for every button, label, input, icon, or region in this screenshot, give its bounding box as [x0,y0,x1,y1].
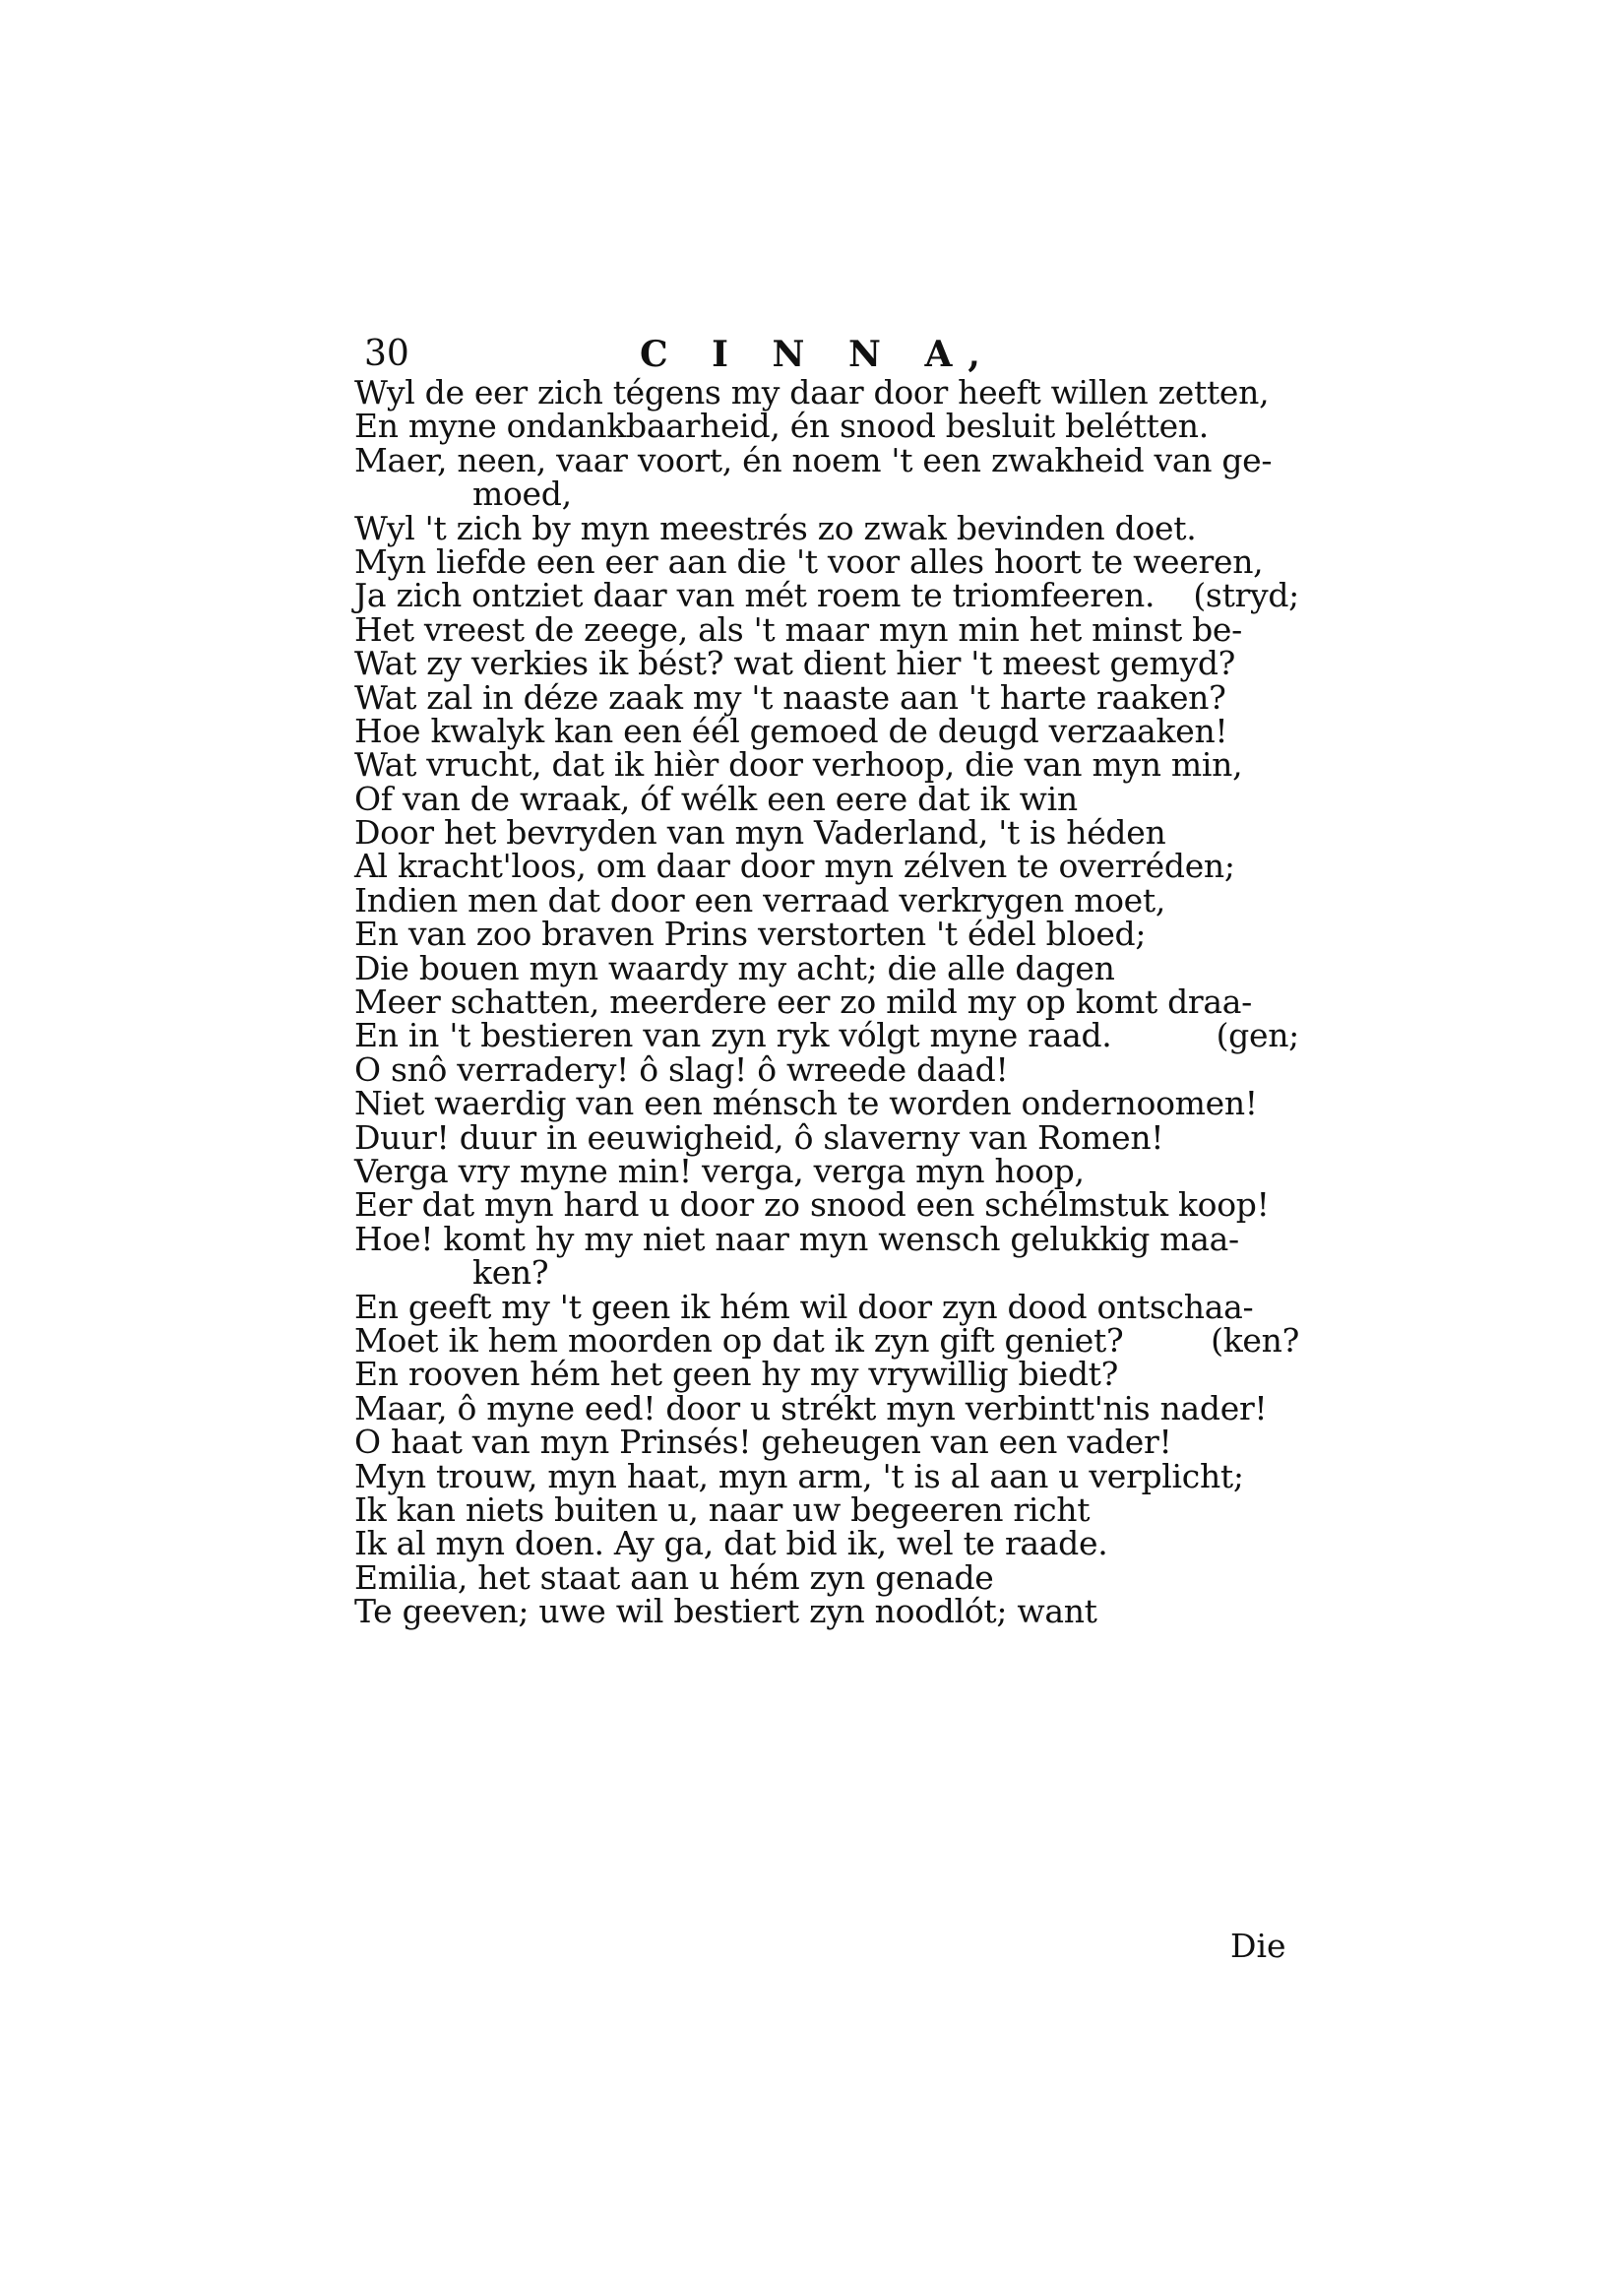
verse-line-text: Ja zich ontziet daar van mét roem te triomfeeren. [354,576,1156,615]
verse-line-text: Eer dat myn hard u door zo snood een schélmstuk koop! [354,1185,1270,1225]
verse-line [354,541,1299,581]
verse-line [354,1049,1299,1089]
verse-line-text: Het vreest de zeege, als 't maar myn min het minst be- [354,609,1243,649]
verse-line [354,745,1299,785]
verse-line [354,1388,1299,1427]
verse-line [354,1253,1299,1293]
verse-line [354,982,1299,1022]
verse-line [354,915,1299,954]
verse-line [354,677,1299,717]
turnover-text: (gen; [1216,1016,1299,1055]
verse-line-text: O snô verradery! ô slag! ô wreede daad! [354,1049,1009,1089]
verse-line-text: Wat vrucht, dat ik hièr door verhoop, die van myn min, [354,745,1243,785]
turnover-text: (stryd; [1193,576,1299,615]
verse-line [354,847,1299,886]
verse-line [354,644,1299,683]
verse-line [354,609,1299,649]
turnover-text: (ken? [1211,1320,1299,1360]
verse-line-text: En myne ondankbaarheid, én snood besluit belétten. [354,407,1209,446]
verse-line [354,1084,1299,1123]
verse-line [354,1151,1299,1190]
verse-line-text: Niet waerdig van een ménsch te worden ondernoomen! [354,1084,1258,1123]
verse-line-text: Duur! duur in eeuwigheid, ô slaverny van Romen! [354,1117,1164,1157]
verse-line-text: Emilia, het staat aan u hém zyn genade [354,1557,994,1597]
verse-line-text: Moet ik hem moorden op dat ik zyn gift geniet? [354,1320,1124,1360]
verse-line-text: En geeft my 't geen ik hém wil door zyn dood ontschaa- [354,1287,1254,1326]
verse-line [354,475,1299,514]
verse-line-text: Ik al myn doen. Ay ga, dat bid ik, wel te raade. [354,1524,1108,1563]
verse-line-text: Wyl de eer zich tégens my daar door heeft willen zetten, [354,373,1270,412]
verse-line-text: Maer, neen, vaar voort, én noem 't een zwakheid van ge- [354,440,1273,479]
verse-line [354,1016,1299,1055]
verse-line [354,576,1299,615]
verse-line-text: Te geeven; uwe wil bestiert zyn noodlót; want [354,1592,1097,1631]
verse-line [354,948,1299,987]
verse-line [354,880,1299,919]
verse-line [354,440,1299,479]
verse-line [354,1423,1299,1462]
page-number: 30 [364,334,409,374]
verse-line-text: Wat zal in déze zaak my 't naaste aan 't harte raaken? [354,677,1226,717]
text-block [354,334,1299,1631]
verse-line-text: En in 't bestieren van zyn ryk vólgt myne raad. [354,1016,1112,1055]
verse-line-text: Hoe kwalyk kan een éél gemoed de deugd verzaaken! [354,711,1228,750]
verse-line-text: Meer schatten, meerdere eer zo mild my op komt draa- [354,982,1253,1022]
verse-line [354,1117,1299,1157]
catchword: Die [1230,1927,1286,1965]
verse-line [354,1320,1299,1360]
verse-line-text: Wat zy verkies ik bést? wat dient hier 't meest gemyd? [354,644,1236,683]
verse-line [354,407,1299,446]
verse-line-text: Door het bevryden van myn Vaderland, 't is héden [354,813,1166,853]
verse-line [354,1524,1299,1563]
verse-line [354,1219,1299,1258]
verse-line-text: Hoe! komt hy my niet naar myn wensch gelukkig maa- [354,1219,1239,1258]
verse-line [354,711,1299,750]
verse-line [354,1355,1299,1394]
verse-line [354,813,1299,853]
verse-line-text: ken? [472,1253,549,1293]
verse-line-text: Of van de wraak, óf wélk een eere dat ik win [354,779,1078,818]
verse-line-text: moed, [472,475,572,514]
verse-line-text: Maar, ô myne eed! door u strékt myn verbintt'nis nader! [354,1388,1268,1427]
page-header [354,335,1299,374]
verse-line [354,373,1299,412]
verse-line [354,1489,1299,1529]
verse-line [354,1287,1299,1326]
verse-line-text: Ik kan niets buiten u, naar uw begeeren richt [354,1489,1091,1529]
verse-line-text: Die bouen myn waardy my acht; die alle dagen [354,948,1115,987]
verse-line-text: Myn liefde een eer aan die 't voor alles hoort te weeren, [354,541,1264,581]
verse-line-text: Indien men dat door een verraad verkrygen moet, [354,880,1166,919]
running-title: C I N N A, [640,334,996,375]
verse-line [354,779,1299,818]
verse-line-text: Wyl 't zich by myn meestrés zo zwak bevinden doet. [354,508,1197,547]
verse-line [354,1456,1299,1495]
verse-line-text: En rooven hém het geen hy my vrywillig biedt? [354,1355,1119,1394]
verse-line-text: Myn trouw, myn haat, myn arm, 't is al aan u verplicht; [354,1456,1244,1495]
verse-line-text: O haat van myn Prinsés! geheugen van een vader! [354,1423,1172,1462]
verse-line [354,1557,1299,1597]
verse-line [354,508,1299,547]
verse-line-text: En van zoo braven Prins verstorten 't édel bloed; [354,915,1147,954]
verse-lines [354,373,1299,1631]
verse-line [354,1185,1299,1225]
verse-line [354,1592,1299,1631]
verse-line-text: Al kracht'loos, om daar door myn zélven te overréden; [354,847,1235,886]
verse-line-text: Verga vry myne min! verga, verga myn hoop, [354,1151,1085,1190]
